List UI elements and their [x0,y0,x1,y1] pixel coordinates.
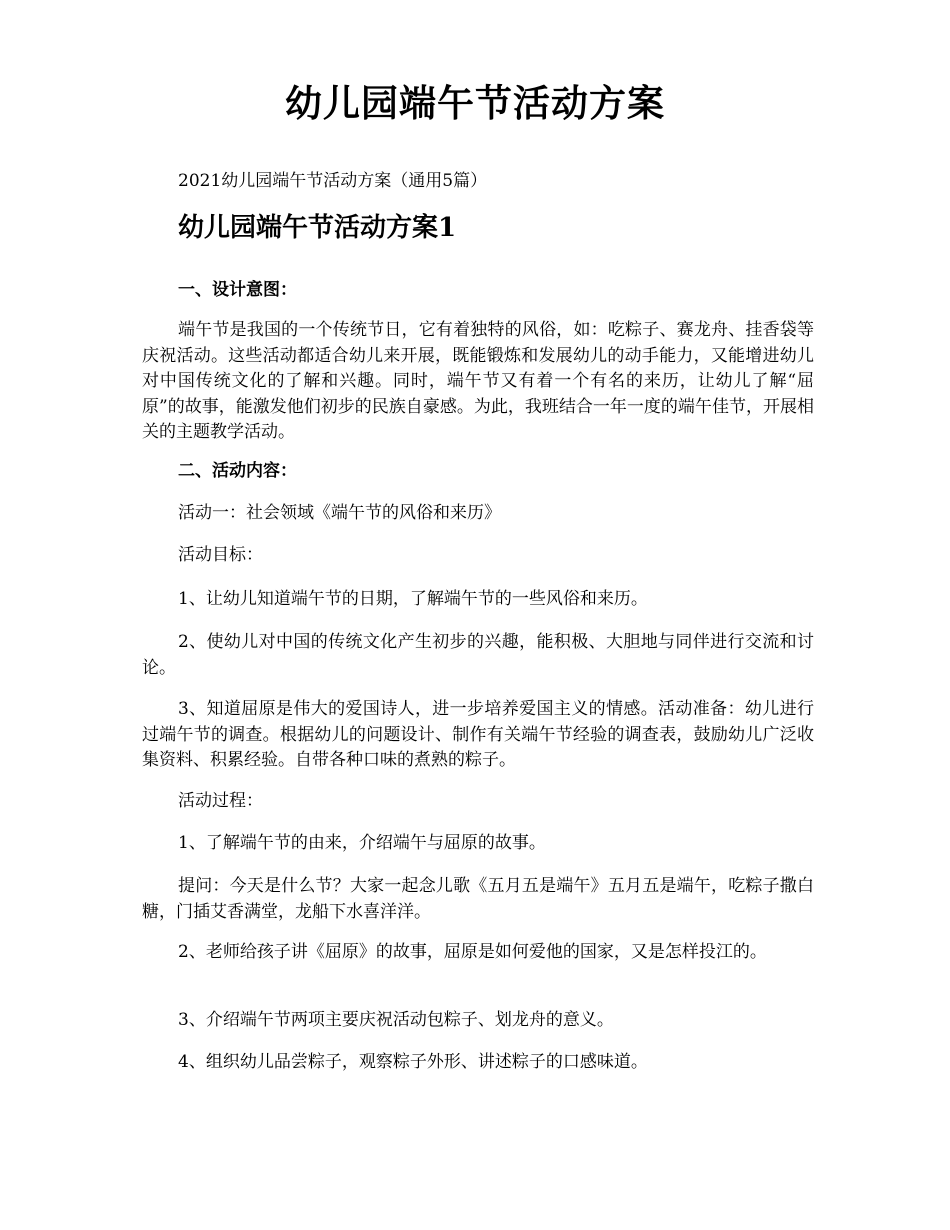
paragraph-design-intent: 端午节是我国的一个传统节日，它有着独特的风俗，如：吃粽子、赛龙舟、挂香袋等庆祝活动。这些活动都适合幼儿来开展，既能锻炼和发展幼儿的动手能力，又能增进幼儿对中国传统文化的了解和兴趣。同时，端午节又有着一个有名的来历，让幼儿了解“屈原”的故事，能激发他们初步的民族自豪感。为此，我班结合一年一度的端午佳节，开展相关的主题教学活动。 [142,320,814,442]
heading-design-intent: 一、设计意图： [178,280,297,300]
section-title: 幼儿园端午节活动方案1 [178,213,457,243]
paragraph-goal-1: 1、让幼儿知道端午节的日期，了解端午节的一些风俗和来历。 [178,589,648,609]
paragraph-step-1: 1、了解端午节的由来，介绍端午与屈原的故事。 [178,833,546,853]
paragraph-step-1-question: 提问：今天是什么节？大家一起念儿歌《五月五是端午》五月五是端午，吃粽子撒白糖，门插艾香满堂，龙船下水喜洋洋。 [142,876,814,922]
paragraph-activity-one: 活动一：社会领域《端午节的风俗和来历》 [178,503,501,523]
heading-activity-content: 二、活动内容： [178,461,297,481]
paragraph-step-4: 4、组织幼儿品尝粽子，观察粽子外形、讲述粽子的口感味道。 [178,1052,648,1072]
paragraph-goal-3: 3、知道屈原是伟大的爱国诗人，进一步培养爱国主义的情感。活动准备：幼儿进行过端午节的调查。根据幼儿的问题设计、制作有关端午节经验的调查表，鼓励幼儿广泛收集资料、积累经验。自带各种口味的煮熟的粽子。 [142,699,814,770]
paragraph-process-label: 活动过程： [178,791,263,811]
paragraph-step-2: 2、老师给孩子讲《屈原》的故事，屈原是如何爱他的国家，又是怎样投江的。 [178,942,767,962]
document-title: 幼儿园端午节活动方案 [285,81,665,125]
paragraph-goal-2: 2、使幼儿对中国的传统文化产生初步的兴趣，能积极、大胆地与同伴进行交流和讨论。 [142,632,814,678]
paragraph-goals-label: 活动目标： [178,545,263,565]
document-subtitle: 2021幼儿园端午节活动方案（通用5篇） [178,171,488,191]
paragraph-step-3: 3、介绍端午节两项主要庆祝活动包粽子、划龙舟的意义。 [178,1010,614,1030]
